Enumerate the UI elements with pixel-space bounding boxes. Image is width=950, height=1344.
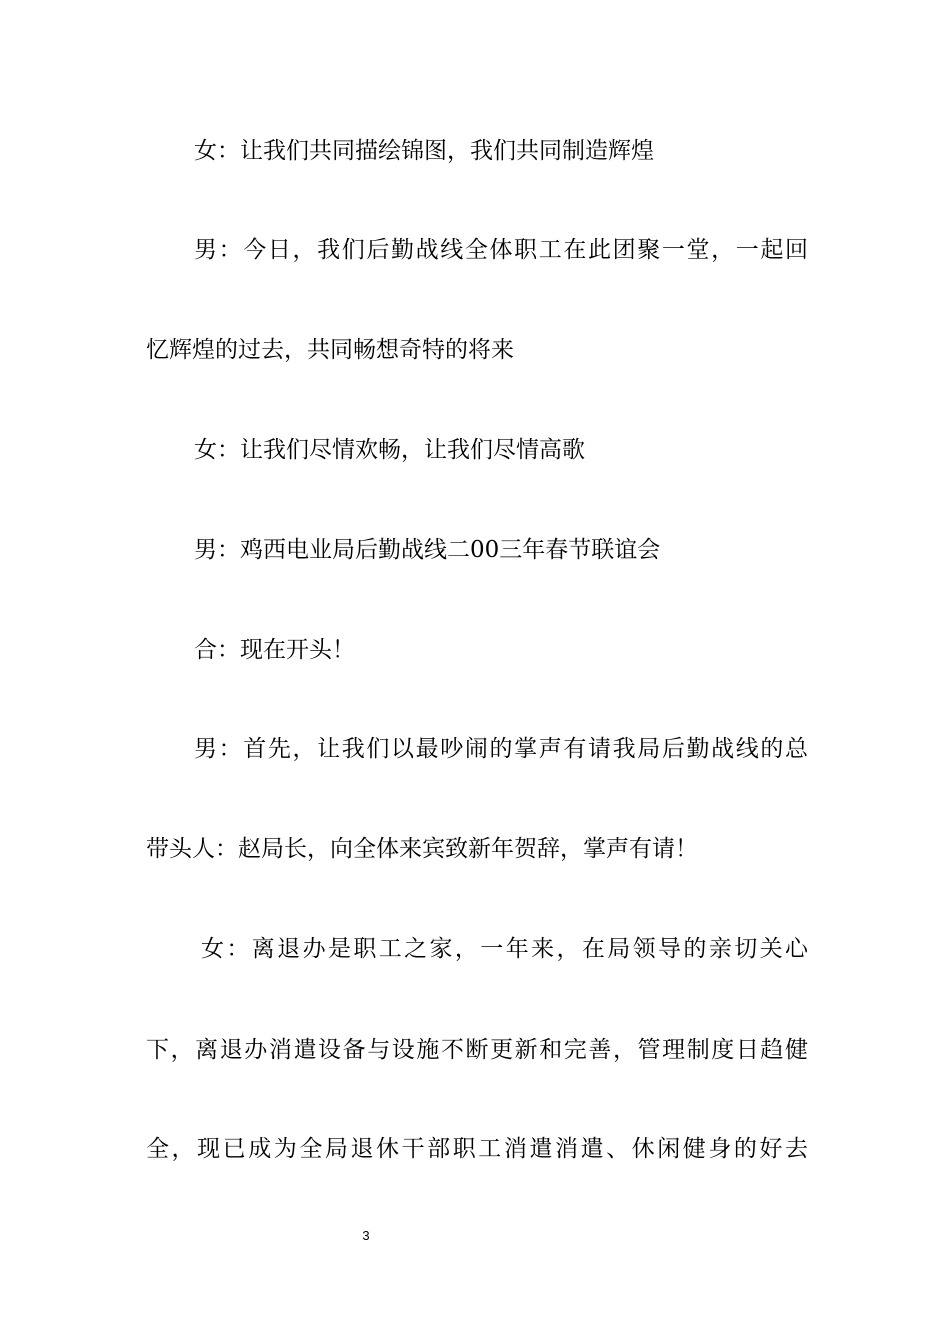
page-number: 3	[362, 1228, 370, 1243]
text-line-8: 带头人：赵局长，向全体来宾致新年贺辞，掌声有请！	[146, 836, 698, 862]
text-line-3: 忆辉煌的过去，共同畅想奇特的将来	[146, 337, 514, 363]
text-line-10: 下，离退办消遣设备与设施不断更新和完善，管理制度日趋健	[146, 1037, 808, 1063]
text-line-1: 女：让我们共同描绘锦图，我们共同制造辉煌	[194, 138, 654, 164]
text-line-11: 全，现已成为全局退休干部职工消遣消遣、休闲健身的好去	[146, 1136, 808, 1162]
text-line-7: 男：首先，让我们以最吵闹的掌声有请我局后勤战线的总	[194, 736, 808, 762]
text-line-5: 男：鸡西电业局后勤战线二00三年春节联谊会	[194, 537, 661, 563]
text-line-4: 女：让我们尽情欢畅，让我们尽情高歌	[194, 437, 585, 463]
text-line-2: 男：今日，我们后勤战线全体职工在此团聚一堂，一起回	[194, 237, 808, 263]
text-line-9: 女：离退办是职工之家，一年来，在局领导的亲切关心	[201, 936, 808, 962]
text-line-6: 合：现在开头！	[194, 637, 355, 663]
